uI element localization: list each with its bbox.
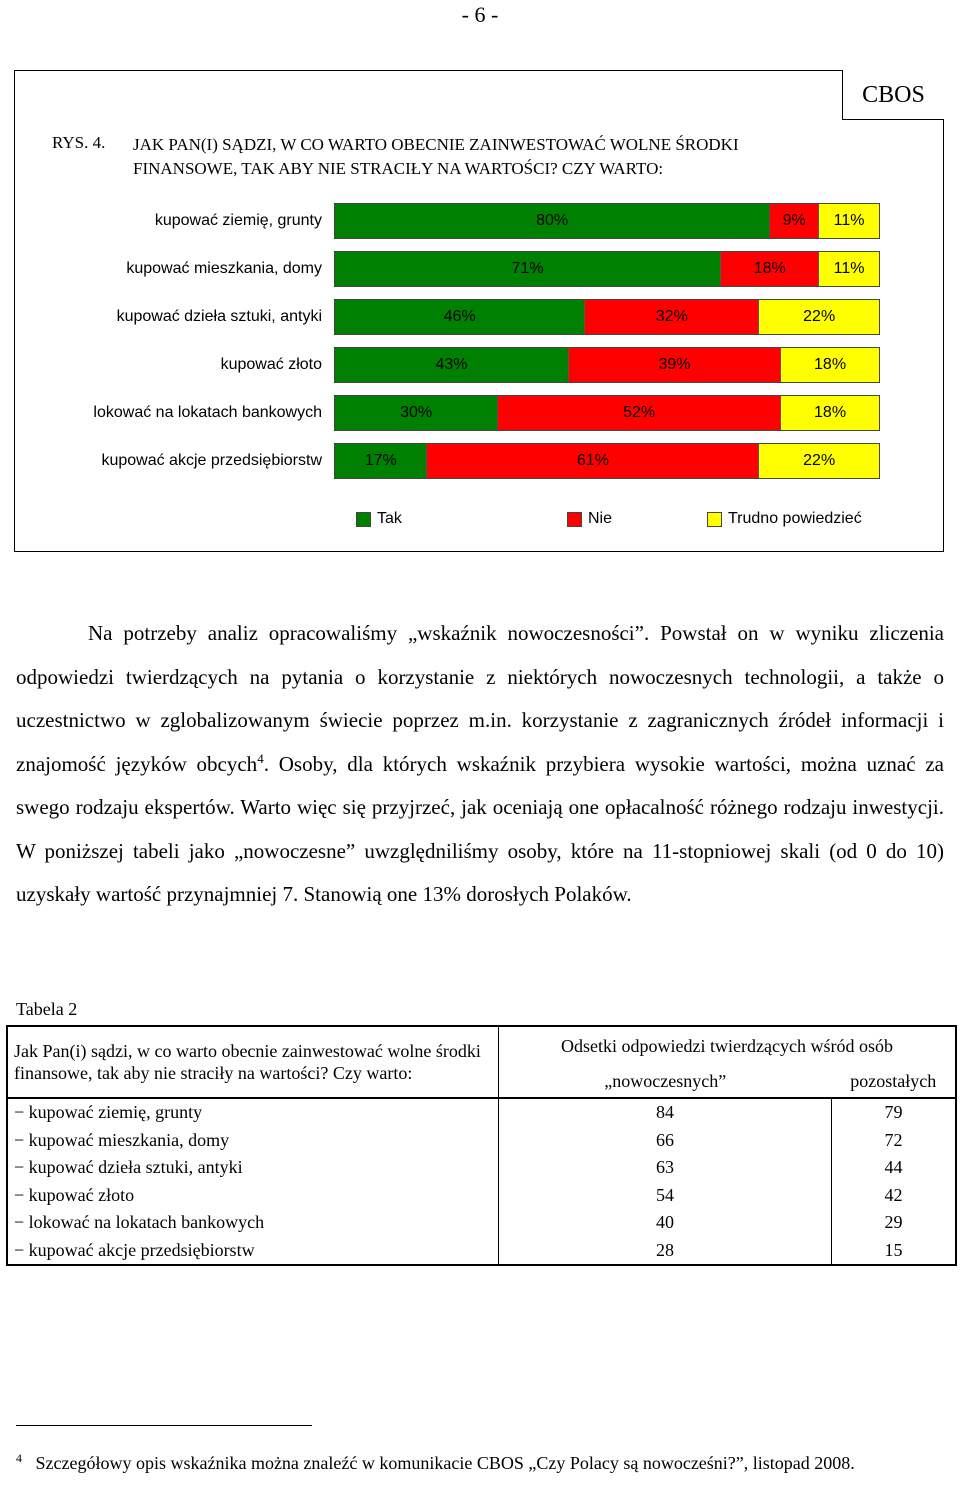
other-value-cell: 79 [832,1098,957,1127]
body-text [16,612,944,917]
data-label: 80% [536,212,569,229]
table-body [7,1098,956,1265]
data-label: 46% [443,308,476,325]
category-label: kupować złoto [220,356,322,373]
data-label: 9% [782,212,806,229]
modern-value-cell: 54 [499,1182,832,1210]
bar-segment [335,204,770,238]
data-label: 22% [803,308,836,325]
row-label-cell: − kupować dzieła sztuki, antyki [7,1154,499,1182]
table-question-header: Jak Pan(i) sądzi, w co warto obecnie zainwestować wolne środki finansowe, tak aby nie straciły na wartości? Czy warto: [7,1026,499,1098]
bar-segment [819,252,879,286]
column-header-modern: „nowoczesnych” [604,1070,727,1091]
column-header-other: pozostałych [850,1070,937,1091]
legend-item [356,510,402,528]
legend-label: Tak [377,510,402,527]
footnote-number: 4 [16,1451,22,1465]
other-value-cell: 15 [884,1239,903,1260]
row-label-cell: − kupować akcje przedsiębiorstw [7,1237,499,1266]
bar-segment [770,204,819,238]
bar-segment [569,348,781,382]
bar-segment [585,300,759,334]
footnote [16,1450,944,1476]
data-label: 71% [511,260,544,277]
chart-legend [0,510,960,532]
legend-swatch [707,512,722,527]
modern-value-cell: 84 [499,1098,832,1127]
body-text-part-1: Na potrzeby analiz opracowaliśmy „wskaźnik nowoczesności”. Powstał on w wyniku zliczenia odpowiedzi twierdzących na pytania o korzystanie z niektórych nowoczesnych technologii, a także o uczestnictwo w zglobalizowanym świecie poprzez m.in. korzystanie z zagranicznych źródeł informacji i znajomość języków obcych [16,621,944,776]
table-row [7,1182,956,1210]
table-caption: Tabela 2 [16,999,78,1019]
row-label-cell: − kupować ziemię, grunty [7,1098,499,1127]
data-label: 17% [364,452,397,469]
body-paragraph [16,612,944,917]
row-label-cell: − kupować złoto [7,1182,499,1210]
table-row [7,1209,956,1237]
figure-question: JAK PAN(I) SĄDZI, W CO WARTO OBECNIE ZAINWESTOWAĆ WOLNE ŚRODKI FINANSOWE, TAK ABY NIE STRACIŁY NA WARTOŚCI? CZY WARTO: [133,135,739,178]
data-label: 22% [803,452,836,469]
bar-segment [335,444,427,478]
data-label: 43% [435,356,468,373]
category-label: kupować dzieła sztuki, antyki [116,308,322,325]
data-label: 61% [576,452,609,469]
page-number: - 6 - [461,2,499,27]
other-value-cell: 44 [884,1157,903,1178]
row-label-cell: − lokować na lokatach bankowych [7,1209,499,1237]
data-label: 18% [814,356,847,373]
data-table [6,1025,957,1266]
stacked-bar [334,299,880,335]
other-value-cell: 42 [884,1184,903,1205]
bar-segment [781,348,879,382]
legend-label: Trudno powiedzieć [728,510,862,527]
bar-segment [335,300,585,334]
stacked-bar [334,347,880,383]
figure-label: RYS. 4. [52,133,106,152]
table-row [7,1127,956,1155]
bar-segment [759,444,879,478]
stacked-bar [334,395,880,431]
footnote-divider [16,1425,312,1426]
category-label: kupować mieszkania, domy [126,260,322,277]
data-label: 30% [400,404,433,421]
data-label: 18% [753,260,786,277]
data-label: 39% [658,356,691,373]
bar-segment [335,252,721,286]
legend-item [707,510,862,528]
bar-segment [335,348,569,382]
modern-value-cell: 63 [499,1154,832,1182]
source-tab: CBOS [842,70,944,120]
data-label: 52% [623,404,656,421]
legend-item [567,510,612,528]
bar-segment [819,204,879,238]
bar-segment [335,396,498,430]
data-label: 18% [814,404,847,421]
table-group-header: Odsetki odpowiedzi twierdzących wśród osób [561,1035,893,1056]
footnote-ref: 4 [257,750,264,766]
modern-value-cell: 28 [499,1237,832,1266]
body-text-part-2: . Osoby, dla których wskaźnik przybiera wysokie wartości, można uznać za swego rodzaju ekspertów. Warto więc się przyjrzeć, jak oceniają one opłacalność różnego rodzaju inwestycji. W poniższej tabeli jako „nowoczesne” uwzględniliśmy osoby, które na 11-stopniowej skali (od 0 do 10) uzyskały wartość przynajmniej 7. Stanowią one 13% dorosłych Polaków. [16,751,944,906]
bar-segment [781,396,879,430]
legend-label: Nie [588,510,613,527]
table-row [7,1237,956,1266]
bar-segment [721,252,819,286]
row-label-cell: − kupować mieszkania, domy [7,1127,499,1155]
other-value-cell: 72 [884,1129,903,1150]
modern-value-cell: 40 [499,1209,832,1237]
other-value-cell: 29 [884,1212,903,1233]
data-label: 11% [833,260,865,277]
legend-swatch [356,512,371,527]
table-row [7,1154,956,1182]
stacked-bar [334,443,880,479]
table-row [7,1098,956,1127]
category-label: kupować akcje przedsiębiorstw [101,452,322,469]
stacked-bar [334,203,880,239]
data-label: 11% [833,212,865,229]
category-label: kupować ziemię, grunty [154,212,322,229]
legend-swatch [567,512,582,527]
data-label: 32% [655,308,688,325]
category-label: lokować na lokatach bankowych [93,404,322,421]
footnote-text: Szczegółowy opis wskaźnika można znaleźć w komunikacie CBOS „Czy Polacy są nowocześni?”, listopad 2008. [35,1453,855,1473]
bar-segment [759,300,879,334]
modern-value-cell: 66 [499,1127,832,1155]
stacked-bar [334,251,880,287]
bar-segment [427,444,759,478]
bar-segment [498,396,781,430]
